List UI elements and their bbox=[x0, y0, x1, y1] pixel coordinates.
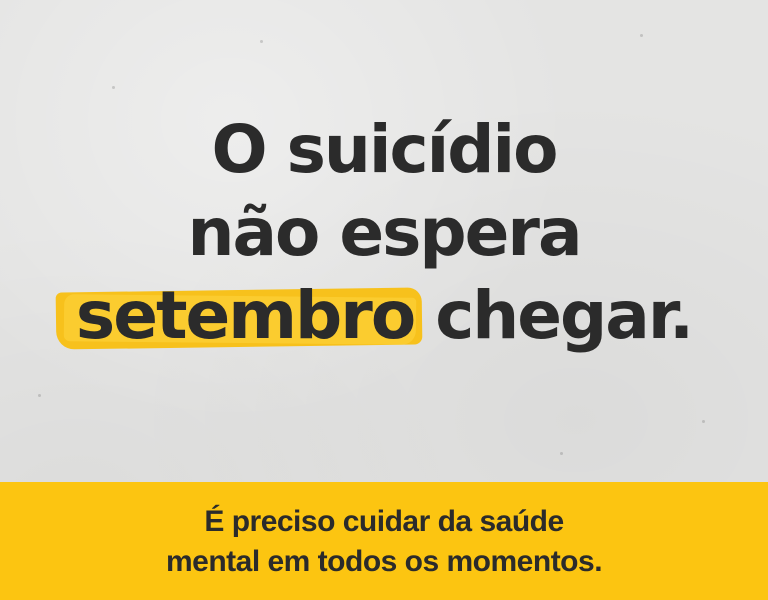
texture-speck bbox=[38, 394, 41, 397]
texture-speck bbox=[112, 86, 115, 89]
texture-speck bbox=[260, 40, 263, 43]
headline-line-3-rest: chegar. bbox=[435, 277, 693, 354]
texture-speck bbox=[640, 34, 643, 37]
headline-line-1: O suicídio bbox=[211, 111, 557, 188]
headline bbox=[0, 108, 768, 357]
footer-message bbox=[0, 502, 768, 582]
footer-message-line-1: É preciso cuidar da saúde bbox=[204, 505, 564, 538]
texture-speck bbox=[560, 452, 563, 455]
footer-message-line-2: mental em todos os momentos. bbox=[165, 545, 603, 578]
highlight-marker bbox=[76, 274, 414, 357]
headline-line-2: não espera bbox=[187, 194, 581, 271]
headline-line-3 bbox=[0, 274, 768, 357]
highlighted-word: setembro bbox=[75, 277, 415, 354]
texture-speck bbox=[702, 420, 705, 423]
